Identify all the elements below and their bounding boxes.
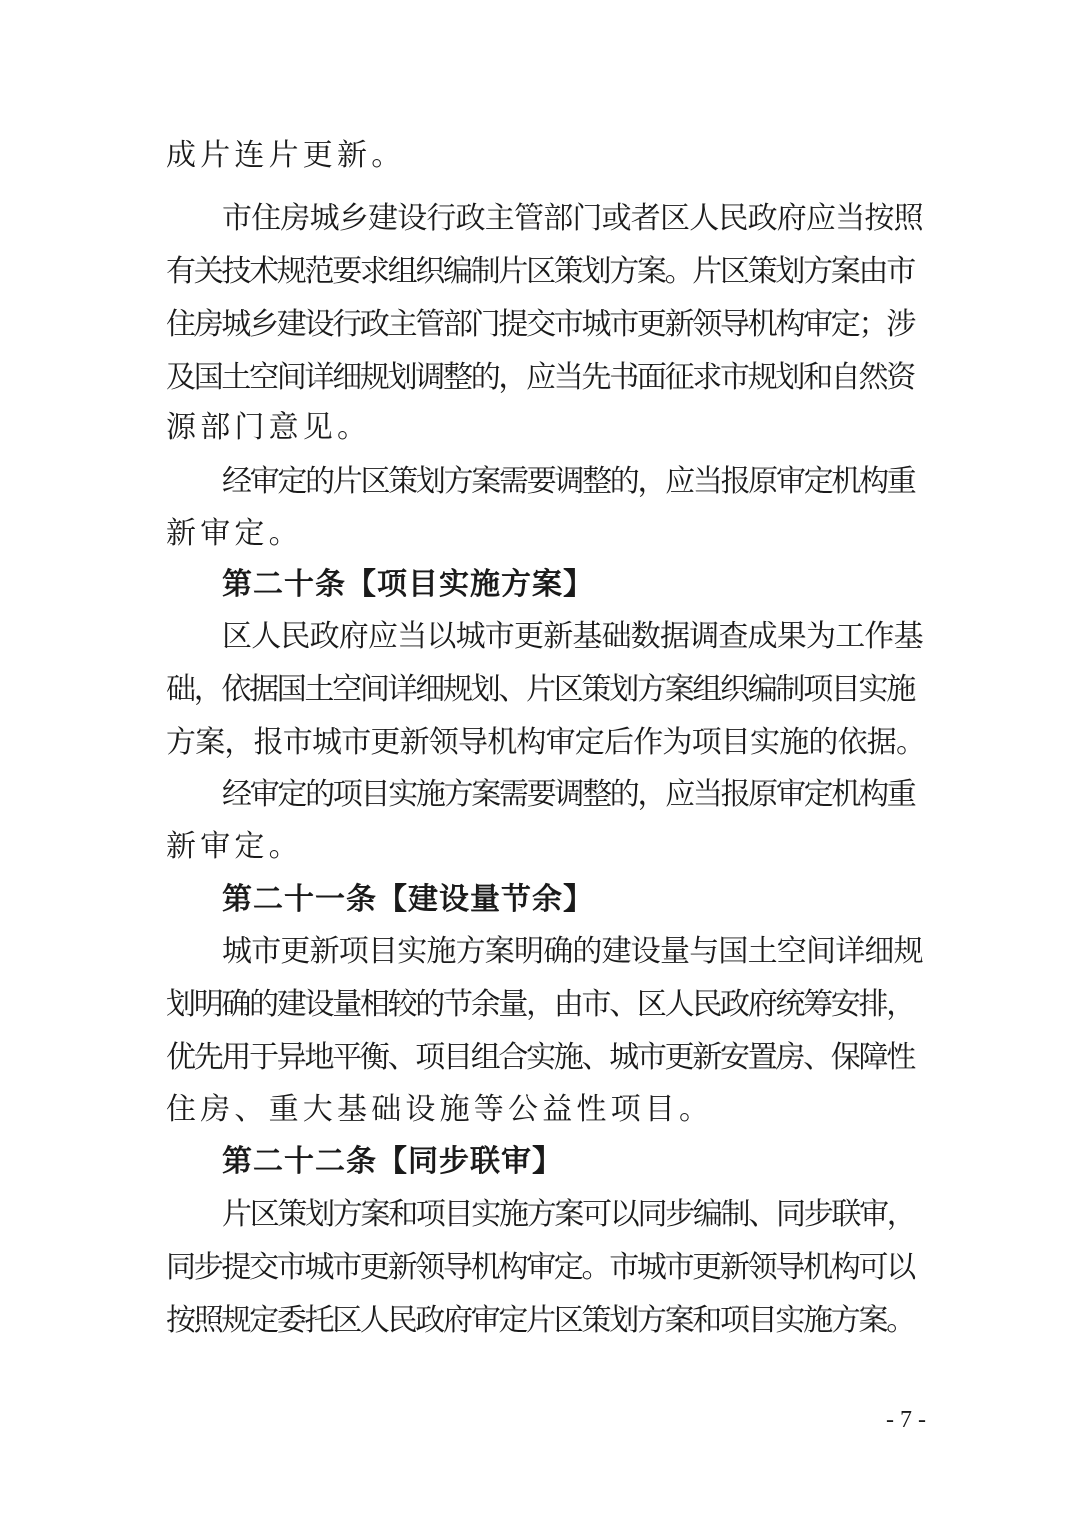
paragraph-line: 按照规定委托区人民政府审定片区策划方案和项目实施方案。 xyxy=(166,1303,914,1338)
paragraph-line: 经审定的片区策划方案需要调整的，应当报原审定机构重 xyxy=(222,464,915,499)
paragraph-line: 础，依据国土空间详细规划、片区策划方案组织编制项目实施 xyxy=(166,672,914,707)
article-heading: 第二十二条【同步联审】 xyxy=(222,1144,563,1179)
paragraph-line: 划明确的建设量相较的节余量，由市、区人民政府统筹安排， xyxy=(166,987,914,1022)
paragraph-line: 有关技术规范要求组织编制片区策划方案。片区策划方案由市 xyxy=(166,254,914,289)
paragraph-line: 优先用于异地平衡、项目组合实施、城市更新安置房、保障性 xyxy=(166,1040,914,1075)
paragraph-line: 方案，报市城市更新领导机构审定后作为项目实施的依据。 xyxy=(166,725,926,760)
paragraph-line: 住房、重大基础设施等公益性项目。 xyxy=(166,1092,714,1127)
paragraph-line: 成片连片更新。 xyxy=(166,138,406,173)
paragraph-line: 新审定。 xyxy=(166,516,303,551)
paragraph-line: 片区策划方案和项目实施方案可以同步编制、同步联审， xyxy=(222,1197,915,1232)
paragraph-line: 经审定的项目实施方案需要调整的，应当报原审定机构重 xyxy=(222,777,915,812)
paragraph-line: 源部门意见。 xyxy=(166,410,372,445)
article-heading: 第二十一条【建设量节余】 xyxy=(222,882,594,917)
paragraph-line: 同步提交市城市更新领导机构审定。市城市更新领导机构可以 xyxy=(166,1250,914,1285)
paragraph-line: 区人民政府应当以城市更新基础数据调查成果为工作基 xyxy=(222,619,923,654)
paragraph-line: 住房城乡建设行政主管部门提交市城市更新领导机构审定；涉 xyxy=(166,307,914,342)
paragraph-line: 及国土空间详细规划调整的，应当先书面征求市规划和自然资 xyxy=(166,360,914,395)
paragraph-line: 市住房城乡建设行政主管部门或者区人民政府应当按照 xyxy=(222,201,923,236)
article-heading: 第二十条【项目实施方案】 xyxy=(222,567,594,602)
paragraph-line: 城市更新项目实施方案明确的建设量与国土空间详细规 xyxy=(222,934,923,969)
page-number: - 7 - xyxy=(886,1407,926,1433)
paragraph-line: 新审定。 xyxy=(166,829,303,864)
